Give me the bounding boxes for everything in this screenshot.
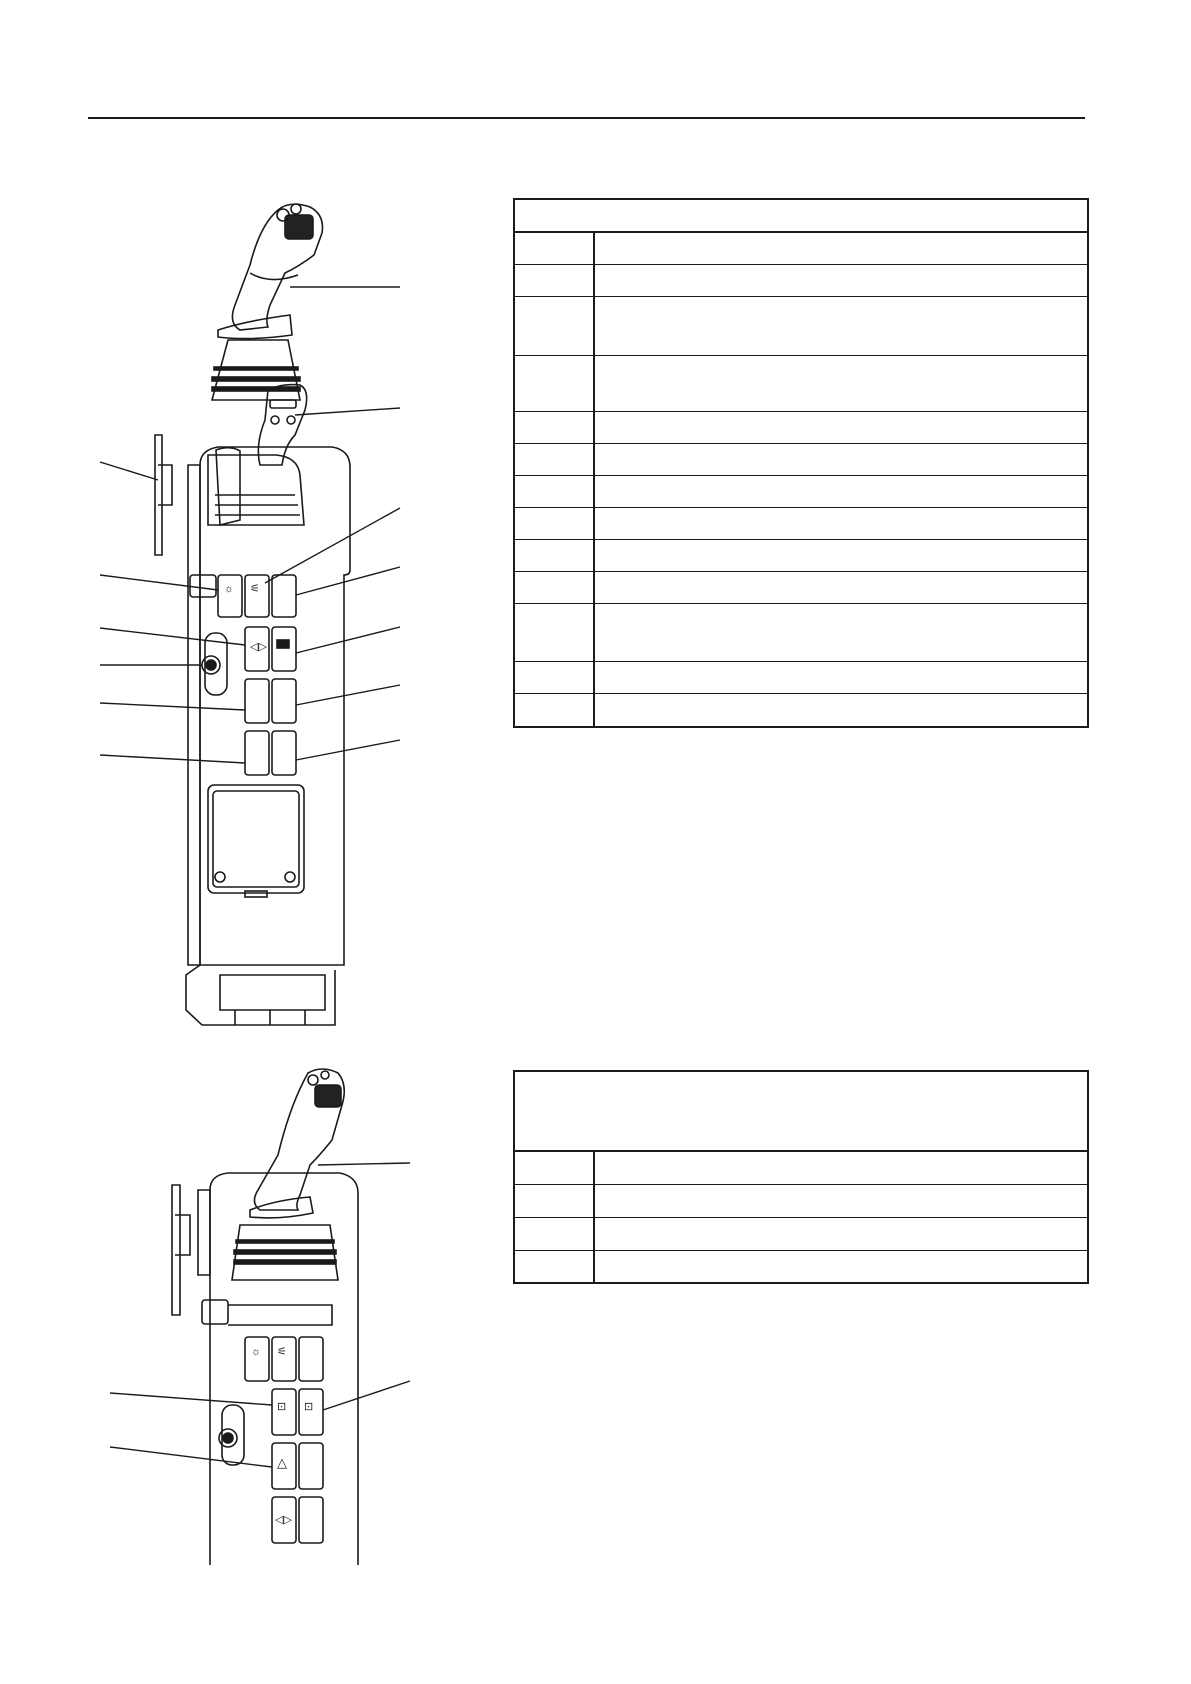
ignition-knob-lower — [219, 1405, 244, 1465]
table-cell-number — [515, 1251, 595, 1282]
table-row — [515, 297, 1087, 356]
side-console — [186, 447, 350, 1025]
console-handle-lower — [172, 1185, 190, 1315]
joystick-grip-lower — [250, 1069, 344, 1218]
table-row — [515, 604, 1087, 662]
table-row — [515, 1152, 1087, 1185]
switch-panel-middle — [245, 627, 296, 775]
lower-legend-caption — [515, 1072, 1087, 1152]
upper-figure — [100, 195, 410, 1035]
table-cell-description — [595, 540, 1087, 571]
table-cell-description — [595, 356, 1087, 411]
table-cell-number — [515, 476, 595, 507]
table-cell-number — [515, 694, 595, 726]
table-cell-description — [595, 412, 1087, 443]
table-row — [515, 508, 1087, 540]
table-row — [515, 1185, 1087, 1218]
table-row — [515, 662, 1087, 694]
joystick-base-top — [212, 340, 300, 400]
upper-legend-caption — [515, 200, 1087, 233]
lower-figure — [110, 1065, 420, 1565]
callout-lines-lower — [110, 1163, 410, 1467]
table-row — [515, 265, 1087, 297]
table-cell-number — [515, 1185, 595, 1217]
svg-text:⊡: ⊡ — [304, 1401, 314, 1413]
table-row — [515, 1251, 1087, 1282]
table-cell-number — [515, 233, 595, 264]
svg-text:☼: ☼ — [224, 583, 235, 595]
table-row — [515, 233, 1087, 265]
table-cell-number — [515, 604, 595, 661]
table-row — [515, 356, 1087, 412]
svg-text:△: △ — [277, 1455, 287, 1470]
table-cell-description — [595, 265, 1087, 296]
table-cell-number — [515, 540, 595, 571]
table-cell-number — [515, 1218, 595, 1250]
table-cell-description — [595, 662, 1087, 693]
table-cell-description — [595, 476, 1087, 507]
switch-panel-lower — [245, 1337, 323, 1543]
svg-text:⊡: ⊡ — [277, 1401, 287, 1413]
table-cell-description — [595, 233, 1087, 264]
table-cell-description — [595, 1185, 1087, 1217]
switch-panel-top — [218, 575, 296, 617]
table-cell-description — [595, 1218, 1087, 1250]
table-cell-number — [515, 265, 595, 296]
table-cell-description — [595, 694, 1087, 726]
svg-text:☼: ☼ — [251, 1346, 262, 1358]
joystick-grip-top — [218, 204, 323, 339]
table-cell-number — [515, 356, 595, 411]
svg-text:◁▷: ◁▷ — [275, 1514, 292, 1526]
table-cell-description — [595, 1152, 1087, 1184]
upper-legend-table — [513, 198, 1089, 728]
svg-text:⚟: ⚟ — [277, 1346, 287, 1358]
svg-text:◁▷: ◁▷ — [250, 641, 267, 653]
table-cell-description — [595, 1251, 1087, 1282]
table-cell-number — [515, 572, 595, 603]
joystick-console — [208, 385, 307, 525]
lower-legend-table — [513, 1070, 1089, 1284]
table-row — [515, 1218, 1087, 1251]
table-row — [515, 540, 1087, 572]
table-row — [515, 444, 1087, 476]
table-cell-description — [595, 444, 1087, 475]
table-cell-number — [515, 297, 595, 355]
header-rule — [88, 117, 1085, 119]
table-cell-number — [515, 1152, 595, 1184]
side-console-lower — [198, 1173, 358, 1565]
table-cell-number — [515, 412, 595, 443]
table-row — [515, 694, 1087, 726]
table-cell-description — [595, 604, 1087, 661]
table-cell-number — [515, 444, 595, 475]
table-cell-description — [595, 508, 1087, 539]
table-row — [515, 476, 1087, 508]
console-handle — [155, 435, 172, 555]
table-cell-description — [595, 572, 1087, 603]
table-row — [515, 572, 1087, 604]
table-cell-number — [515, 508, 595, 539]
table-cell-number — [515, 662, 595, 693]
svg-text:⚟: ⚟ — [250, 583, 260, 595]
table-cell-description — [595, 297, 1087, 355]
table-row — [515, 412, 1087, 444]
console-compartment — [208, 785, 304, 897]
